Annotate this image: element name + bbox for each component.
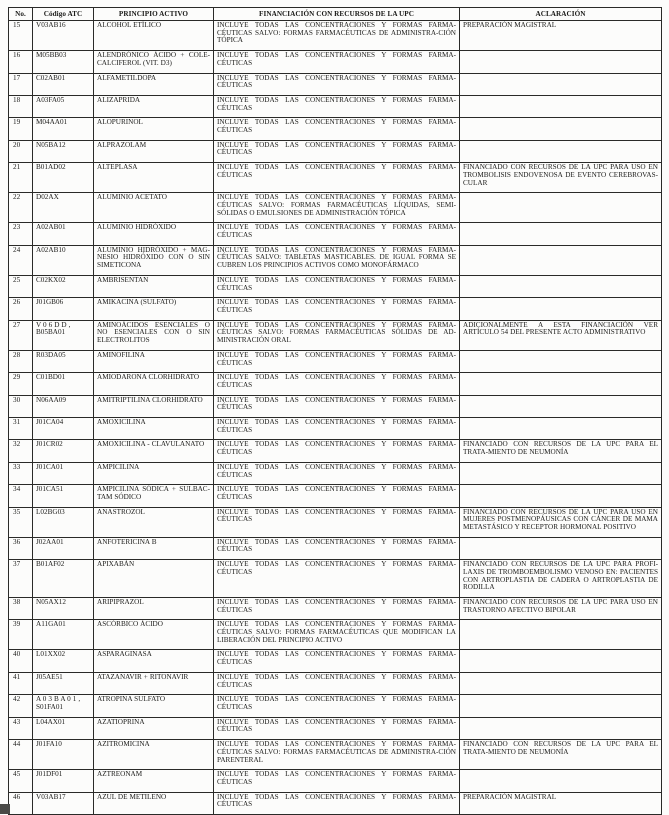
cell-aclaracion [460,485,662,507]
cell-financiacion: INCLUYE TODAS LAS CONCENTRACIONES Y FORMAS FARMA-CÉUTICAS [214,650,460,672]
cell-financiacion: INCLUYE TODAS LAS CONCENTRACIONES Y FORMAS FARMA-CÉUTICAS [214,118,460,140]
cell-aclaracion: ADICIONALMENTE A ESTA FINANCIACIÓN VER ARTÍCULO 54 DEL PRESENTE ACTO ADMINISTRATIVO [460,320,662,350]
cell-row-number: 28 [9,350,33,372]
cell-atc-code: J01CA04 [33,418,94,440]
cell-financiacion: INCLUYE TODAS LAS CONCENTRACIONES Y FORMAS FARMA-CÉUTICAS [214,770,460,792]
cell-financiacion: INCLUYE TODAS LAS CONCENTRACIONES Y FORMAS FARMA-CÉUTICAS [214,485,460,507]
cell-atc-code: N05AX12 [33,597,94,619]
cell-row-number: 40 [9,650,33,672]
table-row [9,792,662,814]
cell-row-number: 41 [9,672,33,694]
cell-atc-code: C02KX02 [33,275,94,297]
cell-financiacion: INCLUYE TODAS LAS CONCENTRACIONES Y FORMAS FARMA-CÉUTICAS [214,73,460,95]
cell-aclaracion: PREPARACIÓN MAGISTRAL [460,21,662,51]
table-row [9,770,662,792]
cell-atc-code: J01DF01 [33,770,94,792]
cell-aclaracion [460,51,662,73]
cell-atc-code: J01GB06 [33,298,94,320]
cell-principio-activo: ALOPURINOL [94,118,214,140]
cell-principio-activo: AMIKACINA (SULFATO) [94,298,214,320]
cell-financiacion: INCLUYE TODAS LAS CONCENTRACIONES Y FORMAS FARMA-CÉUTICAS [214,418,460,440]
cell-row-number: 20 [9,140,33,162]
table-row [9,163,662,193]
cell-principio-activo: ALPRAZOLAM [94,140,214,162]
cell-financiacion: INCLUYE TODAS LAS CONCENTRACIONES Y FORMAS FARMA-CÉUTICAS SALVO: FORMAS FARMACÉUTICAS DE ADMINISTRA-CIÓN TÓPICA [214,21,460,51]
cell-atc-code: V03AB17 [33,792,94,814]
cell-atc-code: N06AA09 [33,395,94,417]
cell-row-number: 23 [9,223,33,245]
cell-atc-code: N05BA12 [33,140,94,162]
cell-row-number: 19 [9,118,33,140]
table-row [9,440,662,462]
table-row [9,672,662,694]
cell-financiacion: INCLUYE TODAS LAS CONCENTRACIONES Y FORMAS FARMA-CÉUTICAS SALVO: FORMAS FARMACÉUTICAS DE ADMINISTRA-CIÓN PARENTERAL [214,740,460,770]
cell-aclaracion [460,717,662,739]
cell-row-number: 27 [9,320,33,350]
column-header-financiacion-upc: FINANCIACIÓN CON RECURSOS DE LA UPC [214,8,460,21]
cell-principio-activo: AMIODARONA CLORHIDRATO [94,373,214,395]
cell-aclaracion [460,537,662,559]
cell-financiacion: INCLUYE TODAS LAS CONCENTRACIONES Y FORMAS FARMA-CÉUTICAS [214,792,460,814]
cell-atc-code: D02AX [33,193,94,223]
cell-financiacion: INCLUYE TODAS LAS CONCENTRACIONES Y FORMAS FARMA-CÉUTICAS [214,507,460,537]
table-body [9,21,662,815]
cell-aclaracion [460,695,662,717]
cell-aclaracion [460,118,662,140]
cell-principio-activo: ALIZAPRIDA [94,95,214,117]
cell-principio-activo: AZTREONAM [94,770,214,792]
cell-atc-code: B01AF02 [33,560,94,598]
cell-financiacion: INCLUYE TODAS LAS CONCENTRACIONES Y FORMAS FARMA-CÉUTICAS [214,597,460,619]
cell-financiacion: INCLUYE TODAS LAS CONCENTRACIONES Y FORMAS FARMA-CÉUTICAS [214,95,460,117]
cell-row-number: 32 [9,440,33,462]
cell-aclaracion: FINANCIADO CON RECURSOS DE LA UPC PARA EL TRATA-MIENTO DE NEUMONÍA [460,740,662,770]
cell-principio-activo: ATROPINA SULFATO [94,695,214,717]
cell-principio-activo: ALCOHOL ETÍLICO [94,21,214,51]
column-header-aclaracion: ACLARACIÓN [460,8,662,21]
cell-financiacion: INCLUYE TODAS LAS CONCENTRACIONES Y FORMAS FARMA-CÉUTICAS SALVO: FORMAS FARMACÉUTICAS LÍQUIDAS, SEMI-SÓLIDAS O EMULSIONES DE ADMINISTRACIÓN TÓPICA [214,193,460,223]
cell-principio-activo: AMBRISENTAN [94,275,214,297]
table-row [9,485,662,507]
cell-financiacion: INCLUYE TODAS LAS CONCENTRACIONES Y FORMAS FARMA-CÉUTICAS SALVO: TABLETAS MASTICABLES. DE IGUAL FORMA SE CUBREN LOS PRINCIPIOS ACTIVOS COMO MONOFÁRMACO [214,245,460,275]
cell-atc-code: J01CA51 [33,485,94,507]
table-row [9,650,662,672]
table-row [9,73,662,95]
cell-row-number: 33 [9,462,33,484]
cell-atc-code: M04AA01 [33,118,94,140]
cell-aclaracion [460,373,662,395]
cell-aclaracion [460,298,662,320]
table-row [9,118,662,140]
cell-aclaracion [460,73,662,95]
table-row [9,140,662,162]
cell-principio-activo: ALUMINIO HIDRÓXIDO + MAG-NESIO HIDRÓXIDO CON O SIN SIMETICONA [94,245,214,275]
table-row [9,717,662,739]
cell-aclaracion [460,350,662,372]
cell-aclaracion [460,770,662,792]
cell-row-number: 35 [9,507,33,537]
cell-principio-activo: APIXABÁN [94,560,214,598]
cell-financiacion: INCLUYE TODAS LAS CONCENTRACIONES Y FORMAS FARMA-CÉUTICAS [214,350,460,372]
cell-principio-activo: ALENDRÓNICO ÁCIDO + COLE-CALCIFEROL (VIT. D3) [94,51,214,73]
cell-row-number: 25 [9,275,33,297]
table-row [9,620,662,650]
table-row [9,462,662,484]
cell-principio-activo: ATAZANAVIR + RITONAVIR [94,672,214,694]
cell-aclaracion: FINANCIADO CON RECURSOS DE LA UPC PARA PROFI-LAXIS DE TROMBOEMBOLISMO VENOSO EN: PACIENTES CON ARTROPLASTIA DE CADERA O ARTROPLASTIA DE RODILLA [460,560,662,598]
cell-row-number: 42 [9,695,33,717]
cell-principio-activo: ASPARAGINASA [94,650,214,672]
cell-aclaracion: FINANCIADO CON RECURSOS DE LA UPC PARA USO EN TROMBOLISIS ENDOVENOSA DE EVENTO CEREBROVAS-CULAR [460,163,662,193]
table-row [9,373,662,395]
cell-principio-activo: ASCÓRBICO ÁCIDO [94,620,214,650]
table-row [9,537,662,559]
cell-row-number: 37 [9,560,33,598]
cell-aclaracion: FINANCIADO CON RECURSOS DE LA UPC PARA EL TRATA-MIENTO DE NEUMONÍA [460,440,662,462]
cell-row-number: 26 [9,298,33,320]
cell-aclaracion [460,395,662,417]
cell-row-number: 24 [9,245,33,275]
cell-atc-code: A03FA05 [33,95,94,117]
cell-principio-activo: AZITROMICINA [94,740,214,770]
cell-row-number: 29 [9,373,33,395]
cell-atc-code: C01BD01 [33,373,94,395]
table-row [9,298,662,320]
cell-atc-code: A 0 3 B A 0 1 , S01FA01 [33,695,94,717]
table-row [9,695,662,717]
cell-row-number: 16 [9,51,33,73]
cell-row-number: 44 [9,740,33,770]
table-row [9,95,662,117]
table-row [9,350,662,372]
cell-aclaracion [460,223,662,245]
cell-financiacion: INCLUYE TODAS LAS CONCENTRACIONES Y FORMAS FARMA-CÉUTICAS SALVO: FORMAS FARMACÉUTICAS QUE MODIFICAN LA LIBERACIÓN DEL PRINCIPIO ACTIVO [214,620,460,650]
table-row [9,560,662,598]
cell-financiacion: INCLUYE TODAS LAS CONCENTRACIONES Y FORMAS FARMA-CÉUTICAS [214,672,460,694]
cell-row-number: 45 [9,770,33,792]
cell-financiacion: INCLUYE TODAS LAS CONCENTRACIONES Y FORMAS FARMA-CÉUTICAS [214,395,460,417]
cell-aclaracion [460,245,662,275]
table-row [9,395,662,417]
cell-principio-activo: ALTEPLASA [94,163,214,193]
cell-atc-code: L02BG03 [33,507,94,537]
cell-atc-code: V03AB16 [33,21,94,51]
cell-aclaracion [460,95,662,117]
cell-principio-activo: AMOXICILINA [94,418,214,440]
cell-principio-activo: AZATIOPRINA [94,717,214,739]
cell-financiacion: INCLUYE TODAS LAS CONCENTRACIONES Y FORMAS FARMA-CÉUTICAS [214,462,460,484]
cell-atc-code: C02AB01 [33,73,94,95]
cell-row-number: 43 [9,717,33,739]
cell-aclaracion: FINANCIADO CON RECURSOS DE LA UPC PARA USO EN TRASTORNO AFECTIVO BIPOLAR [460,597,662,619]
cell-atc-code: L01XX02 [33,650,94,672]
cell-atc-code: J01CR02 [33,440,94,462]
cell-row-number: 17 [9,73,33,95]
cell-financiacion: INCLUYE TODAS LAS CONCENTRACIONES Y FORMAS FARMA-CÉUTICAS [214,140,460,162]
cell-atc-code: A02AB10 [33,245,94,275]
table-row [9,193,662,223]
cell-aclaracion: PREPARACIÓN MAGISTRAL [460,792,662,814]
table-row [9,21,662,51]
cell-financiacion: INCLUYE TODAS LAS CONCENTRACIONES Y FORMAS FARMA-CÉUTICAS [214,717,460,739]
cell-principio-activo: ALUMINIO ACETATO [94,193,214,223]
cell-atc-code: J01CA01 [33,462,94,484]
cell-principio-activo: AMOXICILINA - CLAVULANATO [94,440,214,462]
cell-row-number: 21 [9,163,33,193]
cell-principio-activo: ALFAMETILDOPA [94,73,214,95]
cell-row-number: 34 [9,485,33,507]
table-row [9,245,662,275]
table-row [9,320,662,350]
cell-principio-activo: ANASTROZOL [94,507,214,537]
cell-principio-activo: AZUL DE METILENO [94,792,214,814]
column-header-no: No. [9,8,33,21]
cell-atc-code: R03DA05 [33,350,94,372]
medication-financing-table [8,7,662,815]
table-row [9,597,662,619]
cell-row-number: 38 [9,597,33,619]
table-row [9,51,662,73]
cell-aclaracion: FINANCIADO CON RECURSOS DE LA UPC PARA USO EN MUJERES POSTMENOPÁUSICAS CON CÁNCER DE MAMA METASTÁSICO Y RECEPTOR HORMONAL POSITIVO [460,507,662,537]
column-header-codigo-atc: Código ATC [33,8,94,21]
column-header-principio-activo: PRINCIPIO ACTIVO [94,8,214,21]
cell-atc-code: B01AD02 [33,163,94,193]
cell-row-number: 46 [9,792,33,814]
cell-atc-code: J01FA10 [33,740,94,770]
cell-atc-code: J05AE51 [33,672,94,694]
cell-principio-activo: AMINOÁCIDOS ESENCIALES O NO ESENCIALES CON O SIN ELECTROLITOS [94,320,214,350]
table-row [9,418,662,440]
cell-financiacion: INCLUYE TODAS LAS CONCENTRACIONES Y FORMAS FARMA-CÉUTICAS [214,298,460,320]
cell-principio-activo: AMPICILINA SÓDICA + SULBAC-TAM SÓDICO [94,485,214,507]
cell-principio-activo: ARIPIPRAZOL [94,597,214,619]
table-row [9,223,662,245]
cell-row-number: 36 [9,537,33,559]
scan-artifact-mark [0,804,10,814]
table-header [9,8,662,21]
cell-atc-code: V 0 6 D D , B05BA01 [33,320,94,350]
cell-row-number: 18 [9,95,33,117]
cell-aclaracion [460,620,662,650]
cell-financiacion: INCLUYE TODAS LAS CONCENTRACIONES Y FORMAS FARMA-CÉUTICAS [214,51,460,73]
cell-financiacion: INCLUYE TODAS LAS CONCENTRACIONES Y FORMAS FARMA-CÉUTICAS [214,695,460,717]
cell-financiacion: INCLUYE TODAS LAS CONCENTRACIONES Y FORMAS FARMA-CÉUTICAS [214,373,460,395]
table-row [9,740,662,770]
cell-aclaracion [460,275,662,297]
cell-row-number: 15 [9,21,33,51]
cell-principio-activo: AMINOFILINA [94,350,214,372]
cell-row-number: 39 [9,620,33,650]
cell-financiacion: INCLUYE TODAS LAS CONCENTRACIONES Y FORMAS FARMA-CÉUTICAS [214,537,460,559]
cell-financiacion: INCLUYE TODAS LAS CONCENTRACIONES Y FORMAS FARMA-CÉUTICAS [214,223,460,245]
cell-financiacion: INCLUYE TODAS LAS CONCENTRACIONES Y FORMAS FARMA-CÉUTICAS [214,440,460,462]
cell-atc-code: M05BB03 [33,51,94,73]
cell-row-number: 30 [9,395,33,417]
cell-atc-code: L04AX01 [33,717,94,739]
header-row [9,8,662,21]
table-row [9,275,662,297]
cell-aclaracion [460,140,662,162]
cell-principio-activo: ALUMINIO HIDRÓXIDO [94,223,214,245]
cell-atc-code: A11GA01 [33,620,94,650]
cell-principio-activo: ANFOTERICINA B [94,537,214,559]
cell-aclaracion [460,650,662,672]
cell-row-number: 22 [9,193,33,223]
cell-atc-code: J02AA01 [33,537,94,559]
cell-aclaracion [460,193,662,223]
cell-financiacion: INCLUYE TODAS LAS CONCENTRACIONES Y FORMAS FARMA-CÉUTICAS [214,275,460,297]
cell-principio-activo: AMPICILINA [94,462,214,484]
cell-financiacion: INCLUYE TODAS LAS CONCENTRACIONES Y FORMAS FARMA-CÉUTICAS SALVO: FORMAS FARMACÉUTICAS SÓLIDAS DE AD-MINISTRACIÓN ORAL [214,320,460,350]
cell-financiacion: INCLUYE TODAS LAS CONCENTRACIONES Y FORMAS FARMA-CÉUTICAS [214,560,460,598]
cell-aclaracion [460,462,662,484]
cell-principio-activo: AMITRIPTILINA CLORHIDRATO [94,395,214,417]
cell-aclaracion [460,418,662,440]
cell-row-number: 31 [9,418,33,440]
cell-aclaracion [460,672,662,694]
cell-financiacion: INCLUYE TODAS LAS CONCENTRACIONES Y FORMAS FARMA-CÉUTICAS [214,163,460,193]
table-row [9,507,662,537]
cell-atc-code: A02AB01 [33,223,94,245]
